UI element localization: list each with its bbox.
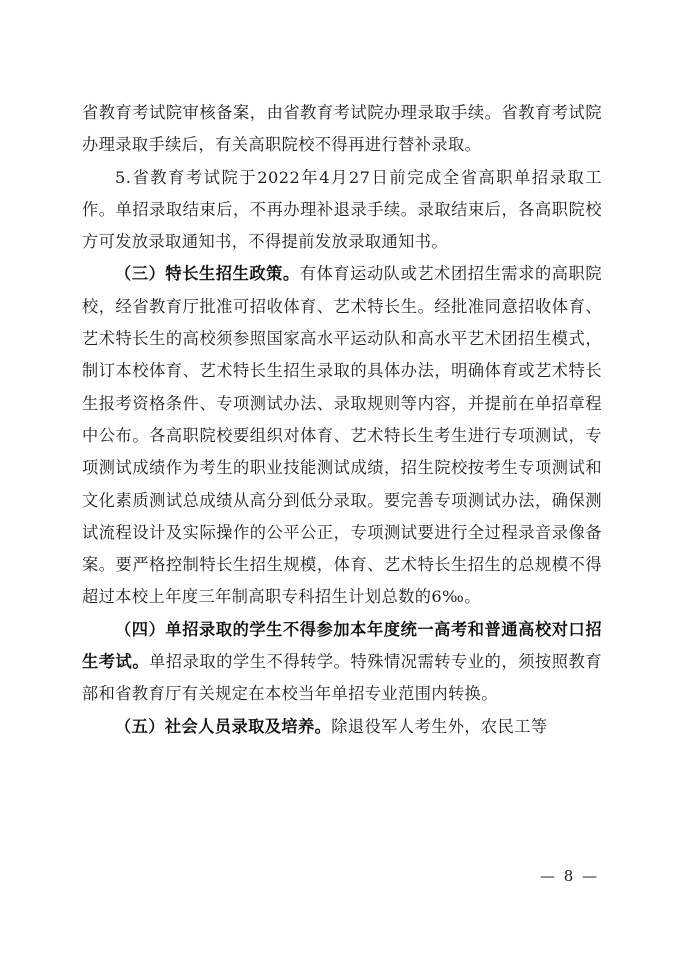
paragraph-heading: （三）特长生招生政策。 <box>115 264 300 284</box>
paragraph-heading: （五）社会人员录取及培养。 <box>115 716 332 736</box>
document-body <box>82 97 602 743</box>
paragraph-section-4 <box>82 614 602 711</box>
paragraph-text: 5.省教育考试院于2022年4月27日前完成全省高职单招录取工作。单招录取结束后，不再办理补退录手续。录取结束后，各高职院校方可发放录取通知书，不得提前发放录取通知书。 <box>82 167 602 252</box>
paragraph-text: 除退役军人考生外，农民工等 <box>331 716 548 736</box>
paragraph-continuation <box>82 97 602 162</box>
paragraph-section-5 <box>82 711 602 743</box>
paragraph-text: 单招录取的学生不得转学。特殊情况需转专业的，须按照教育部和省教育厅有关规定在本校当年单招专业范围内转换。 <box>82 652 602 704</box>
paragraph-item-5 <box>82 162 602 259</box>
paragraph-text: 有体育运动队或艺术团招生需求的高职院校，经省教育厅批准可招收体育、艺术特长生。经批准同意招收体育、艺术特长生的高校须参照国家高水平运动队和高水平艺术团招生模式，制订本校体育、艺术特长生招生录取的具体办法，明确体育或艺术特长生报考资格条件、专项测试办法、录取规则等内容，并提前在单招章程中公布。各高职院校要组织对体育、艺术特长生考生进行专项测试，专项测试成绩作为考生的职业技能测试成绩，招生院校按考生专项测试和文化素质测试总成绩从高分到低分录取。要完善专项测试办法，确保测试流程设计及实际操作的公平公正，专项测试要进行全过程录音录像备案。要严格控制特长生招生规模，体育、艺术特长生招生的总规模不得超过本校上年度三年制高职专科招生计划总数的6‰。 <box>82 264 602 607</box>
page-number: — 8 — <box>540 867 600 885</box>
paragraph-heading: （四）单招录取的学生不得参加本年度统一高考和普通高校对口招生考试。 <box>82 619 602 672</box>
paragraph-text: 省教育考试院审核备案，由省教育考试院办理录取手续。省教育考试院办理录取手续后，有关高职院校不得再进行替补录取。 <box>82 103 602 155</box>
paragraph-section-3 <box>82 258 602 613</box>
